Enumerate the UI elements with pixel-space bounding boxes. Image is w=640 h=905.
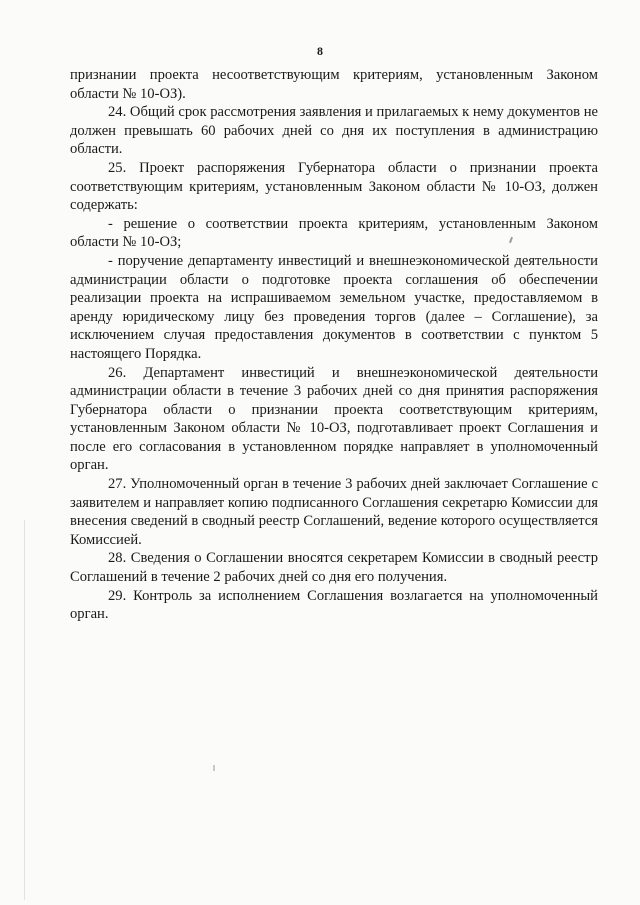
paragraph-25-item-instruction: - поручение департаменту инвестиций и внешнеэкономической деятельности администрации области о подготовке проекта соглашения об обеспечении реализации проекта на испрашиваемом земельном участке, предоставляемом в аренду юридическому лицу без проведения торгов (далее – Соглашение), за исключением случая предоставления документов в соответствии с пунктом 5 настоящего Порядка.	[70, 252, 598, 362]
scan-artifact-speck	[213, 765, 215, 771]
paragraph-29: 29. Контроль за исполнением Соглашения возлагается на уполномоченный орган.	[70, 587, 598, 623]
paragraph-continuation: признании проекта несоответствующим критериям, установленным Законом области № 10-ОЗ).	[70, 67, 598, 102]
scan-artifact-left-edge	[24, 520, 25, 900]
page-number: 8	[317, 44, 323, 58]
paragraph-26: 26. Департамент инвестиций и внешнеэкономической деятельности администрации области в течение 3 рабочих дней со дня принятия распоряжения Губернатора области о признании проекта соответствующим критериям, установленным Законом области № 10-ОЗ, подготавливает проект Соглашения и после его согласования в установленном порядке направляет в уполномоченный орган.	[70, 364, 598, 474]
paragraph-27: 27. Уполномоченный орган в течение 3 рабочих дней заключает Соглашение с заявителем и направляет копию подписанного Соглашения секретарю Комиссии для внесения сведений в сводный реестр Соглашений, ведение которого осуществляется Комиссией.	[70, 476, 598, 548]
document-body	[70, 66, 598, 624]
paragraph-25: 25. Проект распоряжения Губернатора области о признании проекта соответствующим критериям, установленным Законом области № 10-ОЗ, должен содержать:	[70, 159, 598, 214]
paragraph-24: 24. Общий срок рассмотрения заявления и прилагаемых к нему документов не должен превышать 60 рабочих дней со дня их поступления в администрацию области.	[70, 104, 598, 158]
paragraph-25-item-decision: - решение о соответствии проекта критериям, установленным Законом области № 10-ОЗ;	[70, 215, 598, 251]
paragraph-28: 28. Сведения о Соглашении вносятся секретарем Комиссии в сводный реестр Соглашений в течение 2 рабочих дней со дня его получения.	[70, 550, 598, 586]
